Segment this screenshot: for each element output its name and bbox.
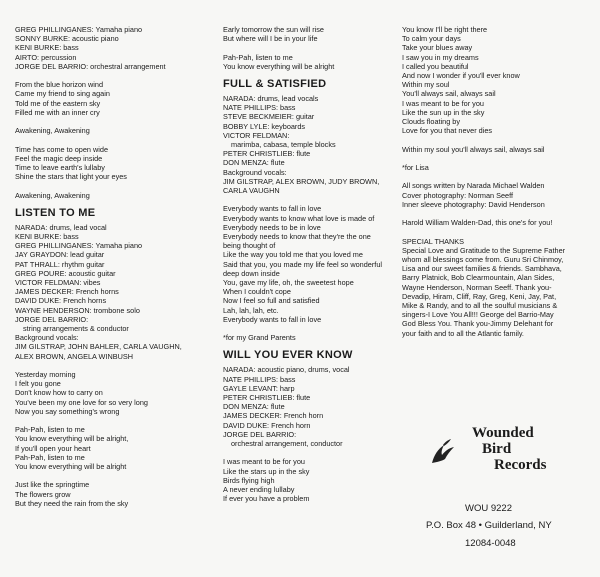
text-line: JIM GILSTRAP, JOHN BAHLER, CARLA VAUGHN, <box>15 342 182 352</box>
text-line: *for Lisa <box>402 163 429 173</box>
text-line: PAT THRALL: rhythm guitar <box>15 259 105 269</box>
credits-top <box>15 25 205 71</box>
logo-line-3: Records <box>494 457 547 473</box>
text-line: I was meant to be for you <box>402 98 484 108</box>
dedication: *for my Grand Parents <box>223 333 296 343</box>
text-line: Don't know how to carry on <box>15 388 103 398</box>
text-line: NARADA: drums, lead vocals <box>223 94 319 103</box>
lyrics-block <box>15 145 205 182</box>
text-line: Awakening, Awakening <box>15 190 90 200</box>
text-line: VICTOR FELDMAN: vibes <box>15 278 101 288</box>
text-line: You know everything will be alright <box>223 61 335 71</box>
credits-indent <box>223 140 401 149</box>
lyrics-block <box>223 53 401 71</box>
text-line: Feel the magic deep inside <box>15 153 103 163</box>
logo-line-1: Wounded <box>472 425 534 441</box>
lyrics-block <box>15 191 205 200</box>
text-line: Time to leave earth's lullaby <box>15 163 105 172</box>
text-line: Inner sleeve photography: David Henderson <box>402 199 545 209</box>
text-line: Everybody needs to know that they're the one <box>223 232 371 242</box>
text-line: Came my friend to sing again <box>15 89 110 99</box>
text-line: Early tomorrow the sun will rise <box>223 25 324 34</box>
text-line: You know everything will be alright <box>15 462 127 472</box>
credits-block <box>223 149 401 195</box>
song-title-listen-to-me: LISTEN TO ME <box>15 206 96 219</box>
text-line: I saw you in my dreams <box>402 52 479 62</box>
credits-block <box>223 94 401 140</box>
text-line: Take your blues away <box>402 43 473 53</box>
text-line: If you'll open your heart <box>15 443 91 453</box>
text-line: CARLA VAUGHN <box>223 186 280 196</box>
text-line: your faith and to all the Atlantic family. <box>402 328 524 338</box>
text-line: Within my soul <box>402 80 450 90</box>
text-line: You, gave my life, oh, the sweetest hope <box>223 278 354 288</box>
column-3 <box>402 25 592 338</box>
text-line: PETER CHRISTLIEB: flute <box>223 149 311 159</box>
text-line: Time has come to open wide <box>15 144 109 154</box>
text-line: A never ending lullaby <box>223 485 295 495</box>
text-line: Mike & Randy, and to all the soulful musicians & <box>402 301 558 311</box>
text-line: But they need the rain from the sky <box>15 498 129 508</box>
text-line: Said that you, you made my life feel so wonderful <box>223 259 382 269</box>
text-line: To calm your days <box>402 34 461 44</box>
text-line: Background vocals: <box>15 333 79 343</box>
credits-indent <box>15 324 205 333</box>
lyrics-block <box>223 25 401 43</box>
text-line: Shine the stars that light your eyes <box>15 172 127 182</box>
text-line: Like the sun up in the sky <box>402 107 485 117</box>
text-line: And now I wonder if you'll ever know <box>402 71 520 81</box>
text-line: DON MENZA: flute <box>223 402 285 412</box>
logo-line-2: Bird <box>482 441 512 457</box>
text-line: I felt you gone <box>15 379 61 389</box>
text-line: orchestral arrangement, conductor <box>231 439 343 449</box>
text-line: whom all blessings come from. Guru Sri Chinmoy, <box>402 255 564 264</box>
song-title-will-you-ever-know: WILL YOU EVER KNOW <box>223 349 353 362</box>
song-title-full-and-satisfied: FULL & SATISFIED <box>223 78 327 90</box>
credits-block <box>15 223 205 324</box>
text-line: ALEX BROWN, ANGELA WINBUSH <box>15 351 133 361</box>
lyrics-block <box>15 425 205 471</box>
credits-indent <box>223 439 401 448</box>
text-line: Clouds floating by <box>402 117 461 127</box>
dedication-note: Harold William Walden-Dad, this one's for you! <box>402 218 553 228</box>
text-line: The flowers grow <box>15 489 71 499</box>
text-line: Everybody wants to know what love is made of <box>223 213 375 223</box>
text-line: being thought of <box>223 241 276 251</box>
text-line: GREG POURE: acoustic guitar <box>15 268 116 278</box>
text-line: You know I'll be right there <box>402 25 488 34</box>
text-line: Yesterday morning <box>15 370 76 380</box>
text-line: I was meant to be for you <box>223 457 305 467</box>
column-2 <box>223 25 401 503</box>
credits-block <box>15 333 205 361</box>
text-line: NATE PHILLIPS: bass <box>223 103 296 113</box>
text-line: JAMES DECKER: French horns <box>15 287 119 297</box>
lyrics-block <box>15 370 205 416</box>
text-line: Devadip, Hiram, Cliff, Ray, Greg, Keni, Jay, Pat, <box>402 291 557 301</box>
text-line: deep down inside <box>223 268 280 278</box>
text-line: Now I feel so full and satisfied <box>223 296 320 306</box>
text-line: singers-I Love You All!!! George del Barrio-May <box>402 310 554 320</box>
text-line: PETER CHRISTLIEB: flute <box>223 393 311 403</box>
text-line: Wayne Henderson, Norman Seeff. Thank you- <box>402 282 552 292</box>
label-zip: 12084-0048 <box>465 538 516 549</box>
text-line: God Bless You. Thank you-Jimmy Delehant for <box>402 319 554 329</box>
text-line: Special Love and Gratitude to the Supreme Father <box>402 245 566 255</box>
text-line: JORGE DEL BARRIO: <box>223 429 297 439</box>
lyrics-block <box>402 25 592 135</box>
text-line: Told me of the eastern sky <box>15 98 101 108</box>
text-line: Everybody wants to fall in love <box>223 314 322 324</box>
text-line: NARADA: acoustic piano, drums, vocal <box>223 365 350 375</box>
record-label-logo <box>450 425 585 473</box>
dedication <box>402 163 592 172</box>
lyrics-block <box>402 145 592 154</box>
text-line: But where will I be in your life <box>223 34 318 44</box>
text-line: If ever you have a problem <box>223 494 310 504</box>
text-line: Everybody needs to be in love <box>223 222 321 232</box>
special-thanks-heading: SPECIAL THANKS <box>402 236 465 246</box>
text-line: JAY GRAYDON: lead guitar <box>15 250 105 260</box>
text-line: Pah-Pah, listen to me <box>223 52 293 62</box>
label-logo-text <box>450 425 585 473</box>
text-line: Everybody wants to fall in love <box>223 204 322 214</box>
column-1 <box>15 25 205 508</box>
lyrics-block <box>15 126 205 135</box>
text-line: DAVID DUKE: French horns <box>15 296 107 306</box>
text-line: KENI BURKE: bass <box>15 232 79 241</box>
text-line: Pah-Pah, listen to me <box>15 425 85 435</box>
text-line: NATE PHILLIPS: bass <box>223 374 296 384</box>
lyrics-block <box>223 457 401 503</box>
text-line: DAVID DUKE: French horn <box>223 420 311 430</box>
text-line: WAYNE HENDERSON: trombone solo <box>15 305 140 315</box>
text-line: Background vocals: <box>223 167 287 177</box>
text-line: Birds flying high <box>223 475 275 485</box>
text-line: NARADA: drums, lead vocal <box>15 222 107 232</box>
text-line: You'll always sail, always sail <box>402 89 496 99</box>
text-line: Within my soul you'll always sail, always sail <box>402 144 545 154</box>
text-line: DON MENZA: flute <box>223 158 285 168</box>
text-line: GREG PHILLINGANES: Yamaha piano <box>15 241 143 251</box>
text-line: string arrangements & conductor <box>23 324 129 334</box>
text-line: Lisa and our sweet families & friends. Sambhava, <box>402 264 562 274</box>
text-line: Love for you that never dies <box>402 126 493 136</box>
text-line: Barry Platnick, Bob Clearmountain, Alan Sides, <box>402 273 555 283</box>
text-line: Filled me with an inner cry <box>15 107 100 117</box>
text-line: KENI BURKE: bass <box>15 43 79 53</box>
special-thanks-text <box>402 246 592 338</box>
lyrics-block <box>15 80 205 117</box>
lyrics-block <box>223 204 401 324</box>
bird-icon <box>428 437 456 467</box>
text-line: AIRTO: percussion <box>15 52 77 62</box>
text-line: I called you beautiful <box>402 61 469 71</box>
text-line: JORGE DEL BARRIO: <box>15 314 89 324</box>
text-line: Awakening, Awakening <box>15 126 90 136</box>
text-line: JIM GILSTRAP, ALEX BROWN, JUDY BROWN, <box>223 176 380 186</box>
text-line: You've been my one love for so very long <box>15 397 148 407</box>
text-line: You know everything will be alright, <box>15 434 129 444</box>
text-line: JAMES DECKER: French horn <box>223 411 324 421</box>
text-line: STEVE BECKMEIER: guitar <box>223 112 315 122</box>
text-line: Like the stars up in the sky <box>223 466 310 476</box>
text-line: Lah, lah, lah, etc. <box>223 305 279 315</box>
text-line: Just like the springtime <box>15 480 90 490</box>
text-line: marimba, cabasa, temple blocks <box>231 140 336 150</box>
text-line: All songs written by Narada Michael Walden <box>402 181 545 191</box>
text-line: Now you say something's wrong <box>15 406 120 416</box>
text-line: GAYLE LEVANT: harp <box>223 383 295 393</box>
text-line: VICTOR FELDMAN: <box>223 130 290 140</box>
label-address: P.O. Box 48 • Guilderland, NY <box>426 520 552 531</box>
album-credits <box>402 181 592 209</box>
text-line: Cover photography: Norman Seeff <box>402 190 514 200</box>
text-line: From the blue horizon wind <box>15 80 104 90</box>
catalog-number: WOU 9222 <box>465 503 512 514</box>
text-line: Like the way you told me that you loved me <box>223 250 363 260</box>
text-line: BOBBY LYLE: keyboards <box>223 121 306 131</box>
text-line: SONNY BURKE: acoustic piano <box>15 34 119 44</box>
text-line: Pah-Pah, listen to me <box>15 452 85 462</box>
text-line: JORGE DEL BARRIO: orchestral arrangement <box>15 61 166 71</box>
credits-block <box>223 365 401 439</box>
lyrics-block <box>15 480 205 508</box>
text-line: GREG PHILLINGANES: Yamaha piano <box>15 25 143 34</box>
text-line: When I couldn't cope <box>223 287 291 297</box>
